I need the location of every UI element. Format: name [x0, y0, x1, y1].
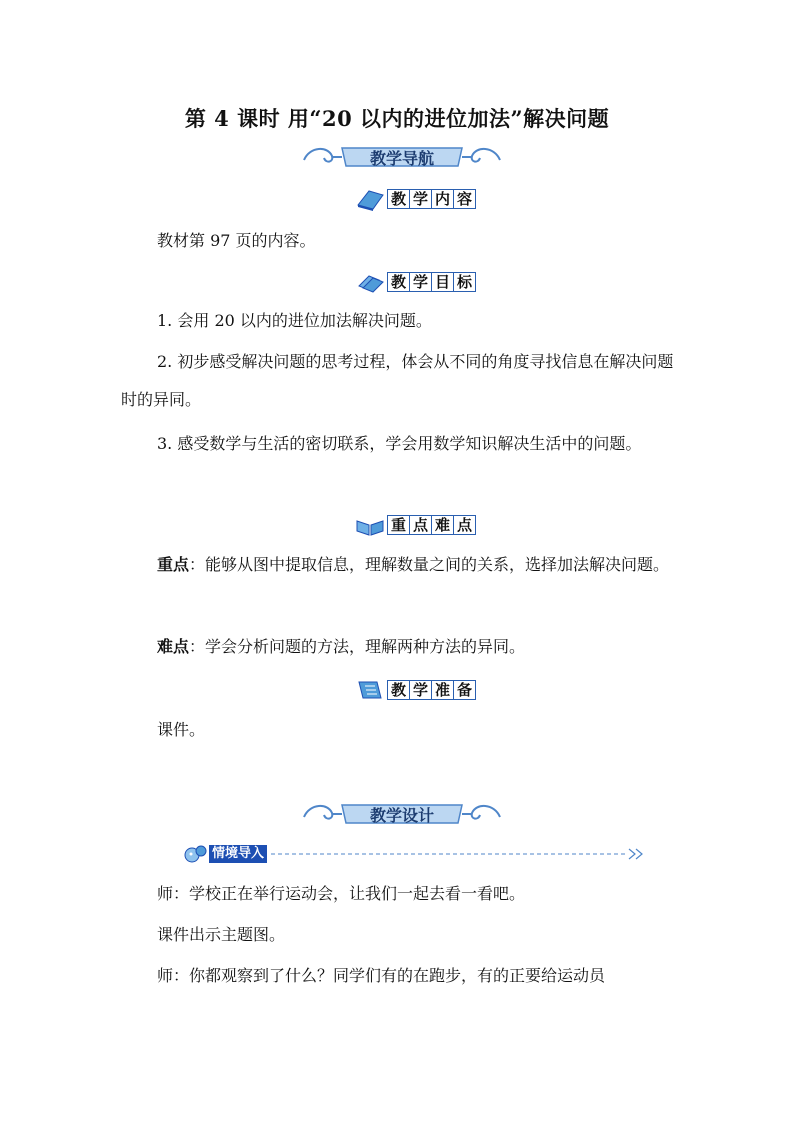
section-char: 点 [456, 516, 472, 534]
open-book-icon [355, 513, 385, 537]
bubble-icon [183, 843, 209, 865]
section-char: 内 [432, 190, 454, 208]
books-icon [355, 270, 385, 294]
section-head-content [355, 187, 476, 211]
section-char: 教 [388, 681, 410, 699]
key-point: 重点：能够从图中提取信息，理解数量之间的关系，选择加法解决问题。 [157, 555, 670, 574]
section-head-key [355, 513, 476, 537]
dashed-arrow-line [271, 843, 651, 867]
section-char: 准 [432, 681, 454, 699]
goal-1: 1. 会用 20 以内的进位加法解决问题。 [157, 311, 432, 330]
banner-teaching-nav [0, 142, 794, 172]
section-char: 难 [432, 516, 454, 534]
section-head-goals [355, 270, 476, 294]
section-char: 标 [456, 273, 472, 291]
section-char: 重 [388, 516, 410, 534]
book-icon [355, 187, 385, 211]
dialogue-line-2: 课件出示主题图。 [157, 925, 286, 944]
dialogue-line-3: 师：你都观察到了什么？同学们有的在跑步，有的正要给运动员 [157, 966, 606, 985]
section-char: 备 [456, 681, 472, 699]
dialogue-line-1: 师：学校正在举行运动会，让我们一起去看一看吧。 [157, 884, 526, 903]
section-head-prep [355, 678, 476, 702]
content-text: 教材第 97 页的内容。 [157, 231, 316, 250]
banner-label: 教学设计 [369, 806, 434, 825]
notebook-icon [355, 678, 385, 702]
section-char: 目 [432, 273, 454, 291]
banner-teaching-design [0, 799, 794, 829]
difficult-point: 难点：学会分析问题的方法，理解两种方法的异同。 [157, 637, 526, 656]
intro-label: 情境导入 [209, 845, 267, 863]
section-char: 容 [456, 190, 472, 208]
section-char: 学 [410, 273, 432, 291]
section-char: 教 [388, 190, 410, 208]
section-char: 学 [410, 190, 432, 208]
banner-label: 教学导航 [369, 149, 434, 168]
goal-2: 2. 初步感受解决问题的思考过程，体会从不同的角度寻找信息在解决问题时的异同。 [121, 352, 674, 409]
intro-section-bar [183, 843, 653, 867]
page-title: 第 4 课时 用“20 以内的进位加法”解决问题 [184, 106, 610, 131]
prep-text: 课件。 [157, 720, 206, 739]
section-char: 教 [388, 273, 410, 291]
section-char: 学 [410, 681, 432, 699]
section-char: 点 [410, 516, 432, 534]
goal-3: 3. 感受数学与生活的密切联系，学会用数学知识解决生活中的问题。 [157, 434, 642, 453]
